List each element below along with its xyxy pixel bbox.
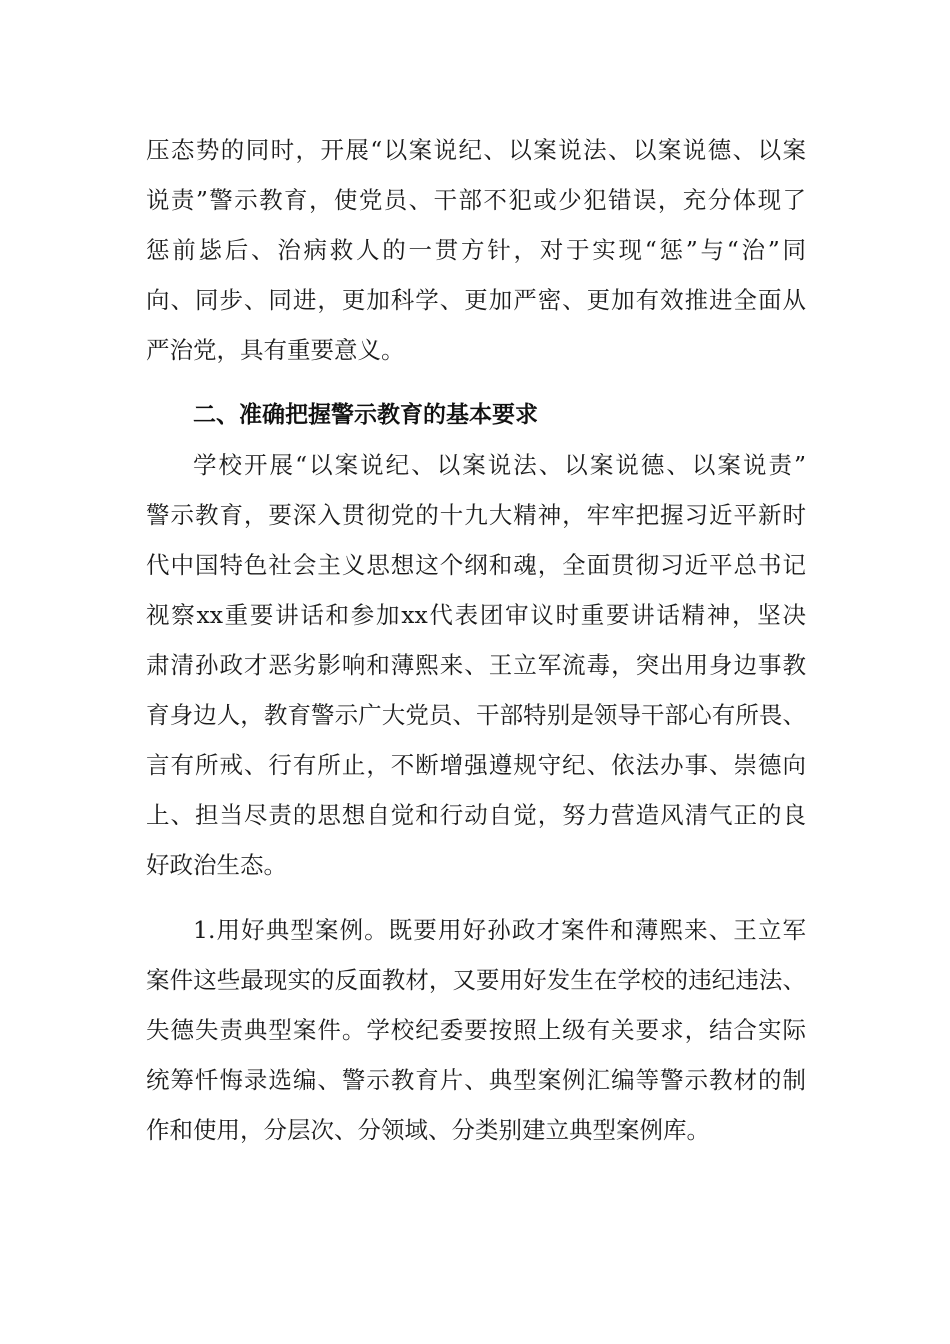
paragraph-requirements-line-9: 好政治生态。	[146, 851, 287, 879]
paragraph-item-1-line-4: 统筹忏悔录选编、警示教育片、典型案例汇编等警示教材的制	[146, 1066, 806, 1094]
paragraph-requirements-line-8: 上、担当尽责的思想自觉和行动自觉，努力营造风清气正的良	[146, 801, 806, 829]
paragraph-continued-line-5: 严治党，具有重要意义。	[146, 336, 405, 364]
paragraph-requirements-line-4: 视察xx重要讲话和参加xx代表团审议时重要讲话精神，坚决	[146, 601, 806, 629]
paragraph-requirements-line-7: 言有所戒、行有所止，不断增强遵规守纪、依法办事、崇德向	[146, 751, 806, 779]
paragraph-requirements-line-1: 学校开展“以案说纪、以案说法、以案说德、以案说责”	[193, 451, 806, 479]
paragraph-continued-line-3: 惩前毖后、治病救人的一贯方针，对于实现“惩”与“治”同	[146, 236, 806, 264]
paragraph-item-1-line-1: 1.用好典型案例。既要用好孙政才案件和薄熙来、王立军	[193, 916, 806, 944]
paragraph-continued-line-4: 向、同步、同进，更加科学、更加严密、更加有效推进全面从	[146, 286, 806, 314]
paragraph-item-1-line-2: 案件这些最现实的反面教材，又要用好发生在学校的违纪违法、	[146, 966, 806, 994]
paragraph-item-1-line-3: 失德失责典型案件。学校纪委要按照上级有关要求，结合实际	[146, 1016, 806, 1044]
paragraph-requirements-line-6: 育身边人，教育警示广大党员、干部特别是领导干部心有所畏、	[146, 701, 806, 729]
paragraph-continued-line-1: 压态势的同时，开展“以案说纪、以案说法、以案说德、以案	[146, 136, 806, 164]
paragraph-continued-line-2: 说责”警示教育，使党员、干部不犯或少犯错误，充分体现了	[146, 186, 806, 214]
paragraph-requirements-line-3: 代中国特色社会主义思想这个纲和魂，全面贯彻习近平总书记	[146, 551, 806, 579]
section-heading: 二、准确把握警示教育的基本要求	[193, 402, 538, 428]
paragraph-item-1-line-5: 作和使用，分层次、分领域、分类别建立典型案例库。	[146, 1116, 710, 1144]
paragraph-requirements-line-2: 警示教育，要深入贯彻党的十九大精神，牢牢把握习近平新时	[146, 501, 806, 529]
paragraph-requirements-line-5: 肃清孙政才恶劣影响和薄熙来、王立军流毒，突出用身边事教	[146, 651, 806, 679]
